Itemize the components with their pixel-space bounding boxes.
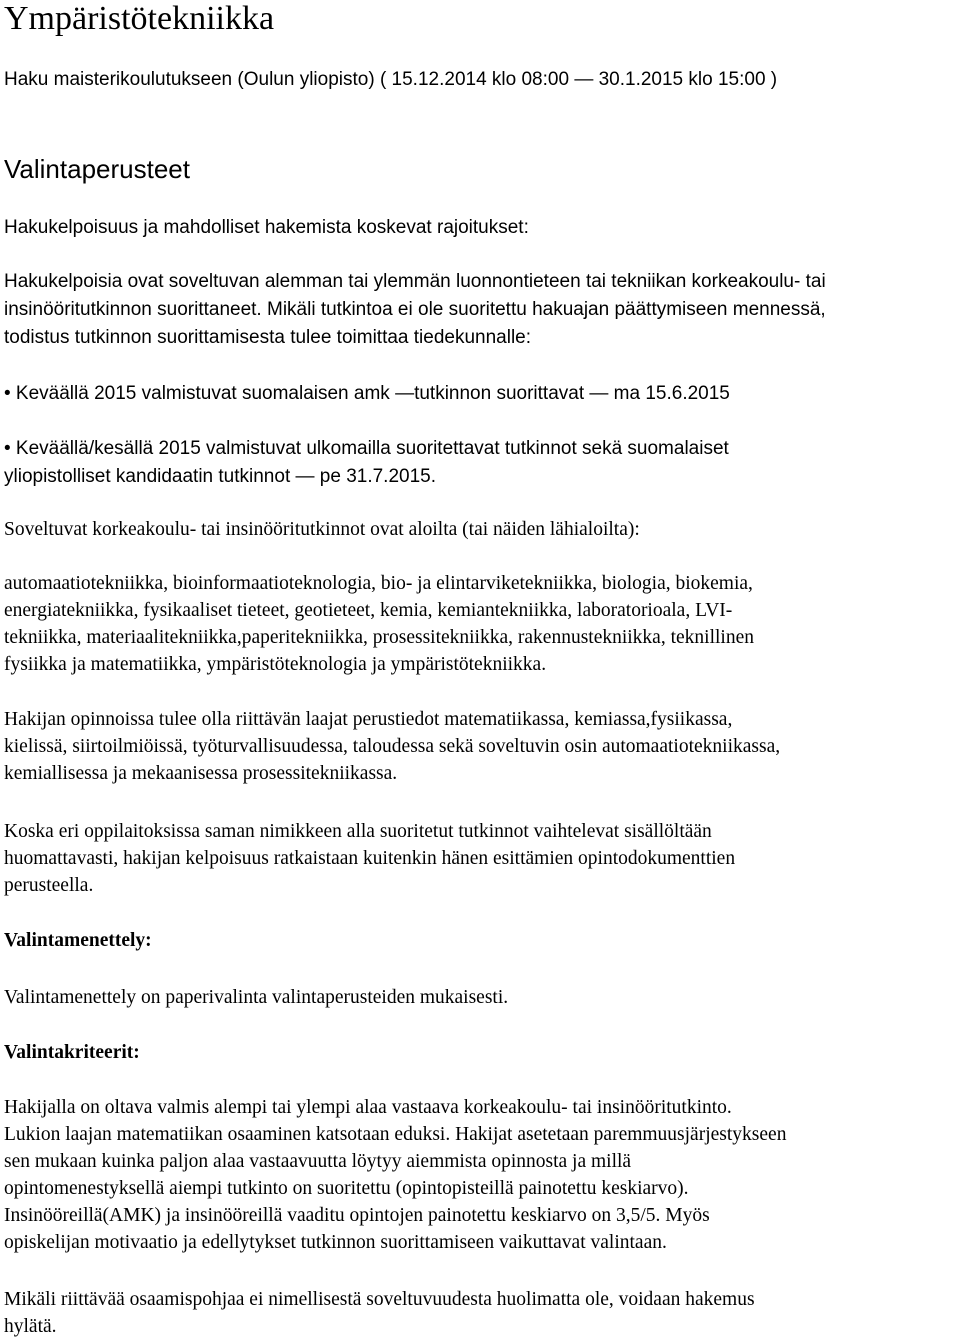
deadline-bullet-amk: • Keväällä 2015 valmistuvat suomalaisen amk —tutkinnon suorittavat — ma 15.6.2015 — [4, 383, 730, 404]
deadline-bullet-line: yliopistolliset kandidaatin tutkinnot — pe 31.7.2015. — [4, 466, 436, 487]
basics-line: Hakijan opinnoissa tulee olla riittävän laajat perustiedot matematiikassa, kemiassa,fysiikassa, — [4, 709, 733, 730]
eligibility-intro-line: insinööritutkinnon suorittaneet. Mikäli tutkintoa ei ole suoritettu hakuajan päättymiseen mennessä, — [4, 299, 826, 320]
fields-intro: Soveltuvat korkeakoulu- tai insinööritutkinnot ovat aloilta (tai näiden lähialoilta): — [4, 519, 640, 540]
section-heading: Valintaperusteet — [4, 154, 190, 184]
criteria-line: opintomenestyksellä aiempi tutkinto on suoritettu (opintopisteillä painotettu keskiarvo). — [4, 1178, 689, 1199]
basics-line: kielissä, siirtoilmiöissä, työturvallisuudessa, taloudessa sekä soveltuvin osin automaatiotekniikassa, — [4, 736, 781, 757]
eligibility-intro — [4, 268, 956, 352]
application-period: Haku maisterikoulutukseen (Oulun yliopisto) ( 15.12.2014 klo 08:00 — 30.1.2015 klo 15:00 ) — [4, 69, 778, 90]
basics-line: kemiallisessa ja mekaanisessa prosessitekniikassa. — [4, 763, 398, 784]
criteria-line: sen mukaan kuinka paljon alaa vastaavuutta löytyy aiemmista opinnosta ja millä — [4, 1151, 632, 1172]
eligibility-heading: Hakukelpoisuus ja mahdolliset hakemista koskevat rajoitukset: — [4, 217, 529, 238]
fields-line: automaatiotekniikka, bioinformaatioteknologia, bio- ja elintarviketekniikka, biologia, biokemia, — [4, 573, 753, 594]
fields-line: tekniikka, materiaalitekniikka,paperitekniikka, prosessitekniikka, rakennustekniikka, teknillinen — [4, 627, 754, 648]
deadline-bullet-line: • Keväällä/kesällä 2015 valmistuvat ulkomailla suoritettavat tutkinnot sekä suomalaiset — [4, 438, 729, 459]
criteria-line: opiskelijan motivaatio ja edellytykset tutkinnon suorittamiseen vaikuttavat valintaan. — [4, 1232, 667, 1253]
fields-list — [4, 570, 956, 678]
eligibility-intro-line: todistus tutkinnon suorittamisesta tulee toimittaa tiedekunnalle: — [4, 327, 532, 348]
variation-line: huomattavasti, hakijan kelpoisuus ratkaistaan kuitenkin hänen esittämien opintodokumenttien — [4, 848, 736, 869]
criteria-paragraph — [4, 1094, 956, 1256]
final-paragraph — [4, 1286, 956, 1340]
procedure-heading: Valintamenettely: — [4, 930, 152, 951]
fields-line: energiatekniikka, fysikaaliset tieteet, geotieteet, kemia, kemiantekniikka, laboratorioala, LVI- — [4, 600, 733, 621]
basics-paragraph — [4, 706, 956, 787]
page-title: Ympäristötekniikka — [4, 0, 275, 37]
variation-paragraph — [4, 818, 956, 899]
criteria-heading: Valintakriteerit: — [4, 1042, 140, 1063]
deadline-bullet-university — [4, 435, 956, 491]
procedure-text: Valintamenettely on paperivalinta valintaperusteiden mukaisesti. — [4, 987, 509, 1008]
criteria-line: Lukion laajan matematiikan osaaminen katsotaan eduksi. Hakijat asetetaan paremmuusjärjestykseen — [4, 1124, 787, 1145]
criteria-line: Hakijalla on oltava valmis alempi tai ylempi alaa vastaava korkeakoulu- tai insinööritutkinto. — [4, 1097, 732, 1118]
final-line: hylätä. — [4, 1316, 57, 1337]
criteria-line: Insinööreillä(AMK) ja insinööreillä vaaditu opintojen painotettu keskiarvo on 3,5/5. Myös — [4, 1205, 710, 1226]
fields-line: fysiikka ja matematiikka, ympäristöteknologia ja ympäristötekniikka. — [4, 654, 547, 675]
final-line: Mikäli riittävää osaamispohjaa ei nimellisestä soveltuvuudesta huolimatta ole, voidaan hakemus — [4, 1289, 755, 1310]
variation-line: Koska eri oppilaitoksissa saman nimikkeen alla suoritetut tutkinnot vaihtelevat sisällöltään — [4, 821, 712, 842]
eligibility-intro-line: Hakukelpoisia ovat soveltuvan alemman tai ylemmän luonnontieteen tai tekniikan korkeakoulu- tai — [4, 271, 826, 292]
variation-line: perusteella. — [4, 875, 94, 896]
